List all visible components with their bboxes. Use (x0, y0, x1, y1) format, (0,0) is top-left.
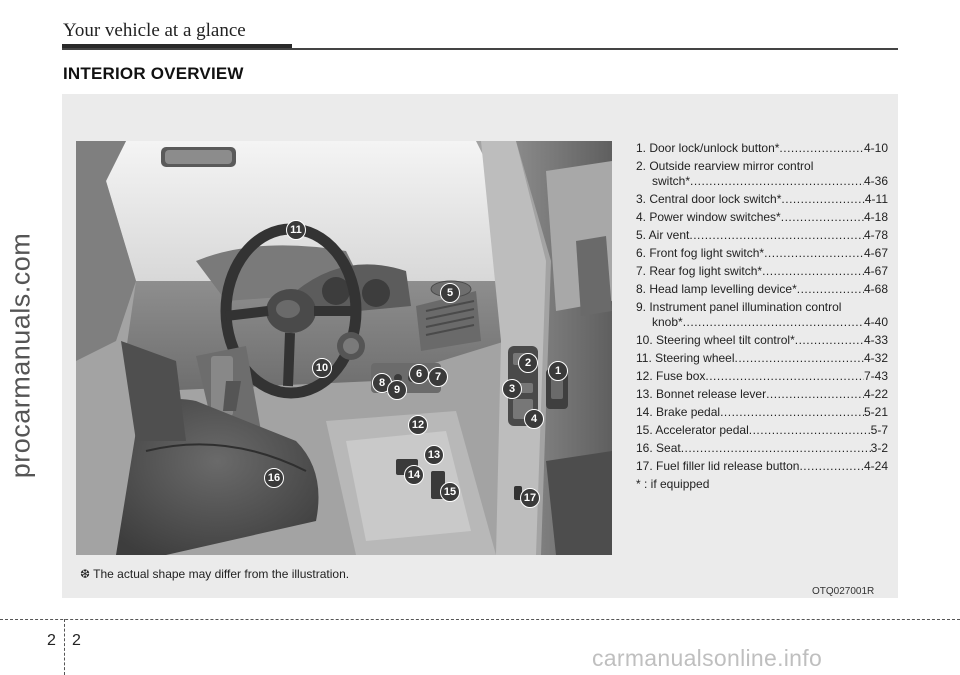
legend-item-label-cont: knob* (652, 315, 683, 329)
legend-item-label: 7. Rear fog light switch* (636, 264, 763, 278)
illustration-note: ❆ The actual shape may differ from the illustration. (80, 567, 350, 581)
legend-item-page: 4-33 (863, 333, 888, 347)
legend-item-label: 13. Bonnet release lever (636, 387, 767, 401)
callout-12: 12 (408, 415, 428, 435)
legend-item (636, 405, 888, 420)
callout-3: 3 (502, 379, 522, 399)
callout-13: 13 (424, 445, 444, 465)
callout-2: 2 (518, 353, 538, 373)
legend-item-page: 5-7 (870, 423, 888, 437)
legend-item-page: 4-24 (863, 459, 888, 473)
header-rule (62, 48, 898, 50)
legend-item-page: 4-22 (863, 387, 888, 401)
callout-6: 6 (409, 364, 429, 384)
legend-item (636, 246, 888, 261)
legend-footnote: * : if equipped (636, 477, 710, 491)
bottom-watermark: carmanualsonline.info (592, 645, 823, 671)
legend-item-label: 11. Steering wheel (636, 351, 735, 365)
legend-item-page: 4-40 (863, 315, 888, 329)
legend-item-page: 4-68 (863, 282, 888, 296)
callout-10: 10 (312, 358, 332, 378)
legend-item (636, 192, 888, 207)
legend-item-page: 3-2 (870, 441, 888, 455)
chapter-title: Your vehicle at a glance (63, 20, 246, 41)
side-watermark (6, 175, 36, 535)
footer-rule (0, 619, 960, 620)
callout-5: 5 (440, 283, 460, 303)
legend-item-page: 7-43 (863, 369, 888, 383)
legend-item (636, 228, 888, 243)
legend-item-label: 17. Fuel filler lid release button (636, 459, 800, 473)
legend-item (636, 441, 888, 456)
legend-item (636, 210, 888, 225)
legend-item-page: 4-18 (863, 210, 888, 224)
side-watermark-text: procarmanuals.com (5, 232, 36, 478)
legend-item (636, 300, 888, 330)
legend-item-label: 1. Door lock/unlock button* (636, 141, 780, 155)
legend-item-page: 4-67 (863, 246, 888, 260)
legend-item-label: 4. Power window switches* (636, 210, 781, 224)
legend-item-label-cont: switch* (652, 174, 691, 188)
legend-item-page: 4-78 (863, 228, 888, 242)
callout-8: 8 (372, 373, 392, 393)
legend-item-label: 15. Accelerator pedal (636, 423, 749, 437)
legend-item (636, 351, 888, 366)
legend-item-page: 4-10 (863, 141, 888, 155)
legend-list (636, 141, 888, 495)
legend-item (636, 369, 888, 384)
legend-item-page: 4-32 (863, 351, 888, 365)
callout-16: 16 (264, 468, 284, 488)
legend-item (636, 282, 888, 297)
legend-item-page: 4-67 (863, 264, 888, 278)
legend-item-label: 10. Steering wheel tilt control* (636, 333, 795, 347)
callout-17: 17 (520, 488, 540, 508)
callout-4: 4 (524, 409, 544, 429)
legend-item-label: 2. Outside rearview mirror control (636, 159, 814, 173)
legend-item-label: 14. Brake pedal (636, 405, 721, 419)
legend-item (636, 387, 888, 402)
legend-item (636, 423, 888, 438)
legend-item-label: 6. Front fog light switch* (636, 246, 765, 260)
callout-1: 1 (548, 361, 568, 381)
legend-item-label: 16. Seat (636, 441, 681, 455)
interior-illustration (76, 141, 612, 555)
legend-item-label: 9. Instrument panel illumination control (636, 300, 842, 314)
legend-item-page: 5-21 (863, 405, 888, 419)
legend-item-label: 3. Central door lock switch* (636, 192, 782, 206)
legend-item (636, 459, 888, 474)
legend-item-label: 5. Air vent (636, 228, 690, 242)
callout-11: 11 (286, 220, 306, 240)
section-title: INTERIOR OVERVIEW (63, 64, 244, 83)
legend-item (636, 264, 888, 279)
legend-item-label: 12. Fuse box (636, 369, 706, 383)
legend-item (636, 159, 888, 189)
page-number: 2 (72, 632, 81, 649)
legend-item-page: 4-36 (863, 174, 888, 188)
callout-7: 7 (428, 367, 448, 387)
callout-15: 15 (440, 482, 460, 502)
callout-14: 14 (404, 465, 424, 485)
legend-item-page: 4-11 (864, 192, 888, 206)
chapter-number: 2 (47, 632, 56, 649)
legend-item (636, 333, 888, 348)
callout-9: 9 (387, 380, 407, 400)
legend-item-label: 8. Head lamp levelling device* (636, 282, 797, 296)
footer-divider (64, 619, 65, 675)
legend-item (636, 141, 888, 156)
figure-code: OTQ027001R (812, 586, 875, 597)
